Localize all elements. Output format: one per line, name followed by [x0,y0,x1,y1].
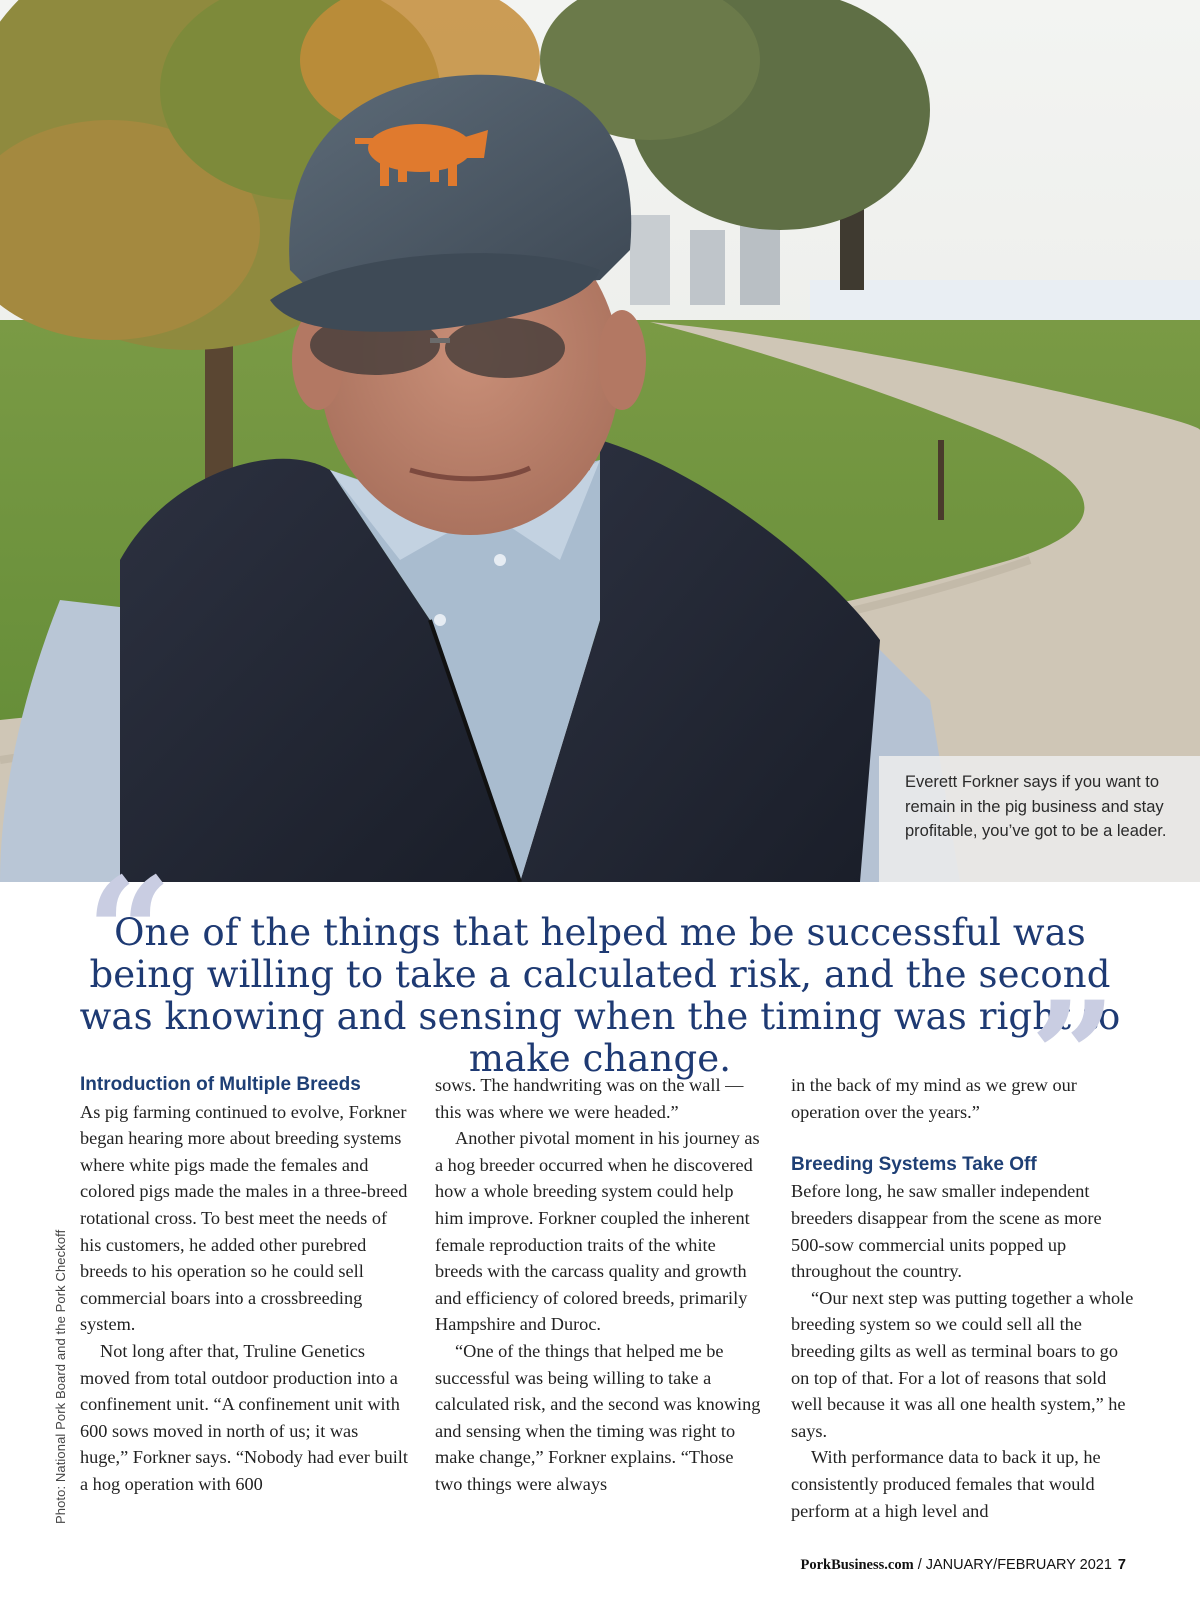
paragraph: Before long, he saw smaller independent breeders disappear from the scene as more 500-sow commercial units popped up throughout the country. [791,1181,1102,1282]
paragraph: Another pivotal moment in his journey as a hog breeder occurred when he discovered how a whole breeding system could help him improve. Forkner coupled the inherent female reproduction traits of the white breeds with the carcass quality and growth and efficiency of colored breeds, primarily Hampshire and Duroc. [435,1128,760,1335]
footer-site-link[interactable]: PorkBusiness.com [800,1557,914,1573]
section-heading-breeding-systems: Breeding Systems Take Off [791,1153,1037,1175]
paragraph: in the back of my mind as we grew our operation over the years.” [791,1075,1077,1122]
article-column-2 [435,1072,765,1498]
footer-issue: / JANUARY/FEBRUARY 2021 [913,1557,1112,1573]
close-quote-mark: ” [1030,969,1117,1145]
paragraph: sows. The handwriting was on the wall — this was where we were headed.” [435,1075,744,1122]
section-heading-multiple-breeds: Introduction of Multiple Breeds [80,1074,361,1095]
photo-credit: Photo: National Pork Board and the Pork Checkoff [53,1229,68,1524]
article-column-3 [791,1072,1136,1524]
photo-caption-box [879,756,1200,882]
photo-caption: Everett Forkner says if you want to remain in the pig business and stay profitable, you’ve got to be a leader. [905,773,1167,840]
paragraph: “One of the things that helped me be successful was being willing to take a calculated risk, and the second was knowing and sensing when the timing was right to make change,” Forkner explains. “Those two things were always [435,1340,761,1494]
paragraph: “Our next step was putting together a whole breeding system so we could sell all the breeding gilts as well as terminal boars to go on top of that. For a lot of reasons that sold well because it was all one health system,” he says. [791,1287,1134,1441]
article-column-1 [80,1072,410,1498]
page-footer [800,1557,1126,1574]
paragraph: Not long after that, Truline Genetics moved from total outdoor production into a confinement unit. “A confinement unit with 600 sows moved in north of us; it was huge,” Forkner says. “Nobody had ever built a hog operation with 600 [80,1340,408,1494]
open-quote-mark: “ [86,845,173,1021]
pull-quote: One of the things that helped me be successful was being willing to take a calculated risk, and the second was knowing and sensing when the timing was right to make change. [79,911,1121,1080]
paragraph: With performance data to back it up, he consistently produced females that would perform at a high level and [791,1447,1101,1521]
paragraph: As pig farming continued to evolve, Forkner began hearing more about breeding systems where white pigs made the females and colored pigs made the males in a three-breed rotational cross. To best meet the needs of his customers, he added other purebred breeds to his operation so he could sell commercial boars into a crossbreeding system. [80,1101,408,1335]
page-number: 7 [1117,1557,1126,1573]
